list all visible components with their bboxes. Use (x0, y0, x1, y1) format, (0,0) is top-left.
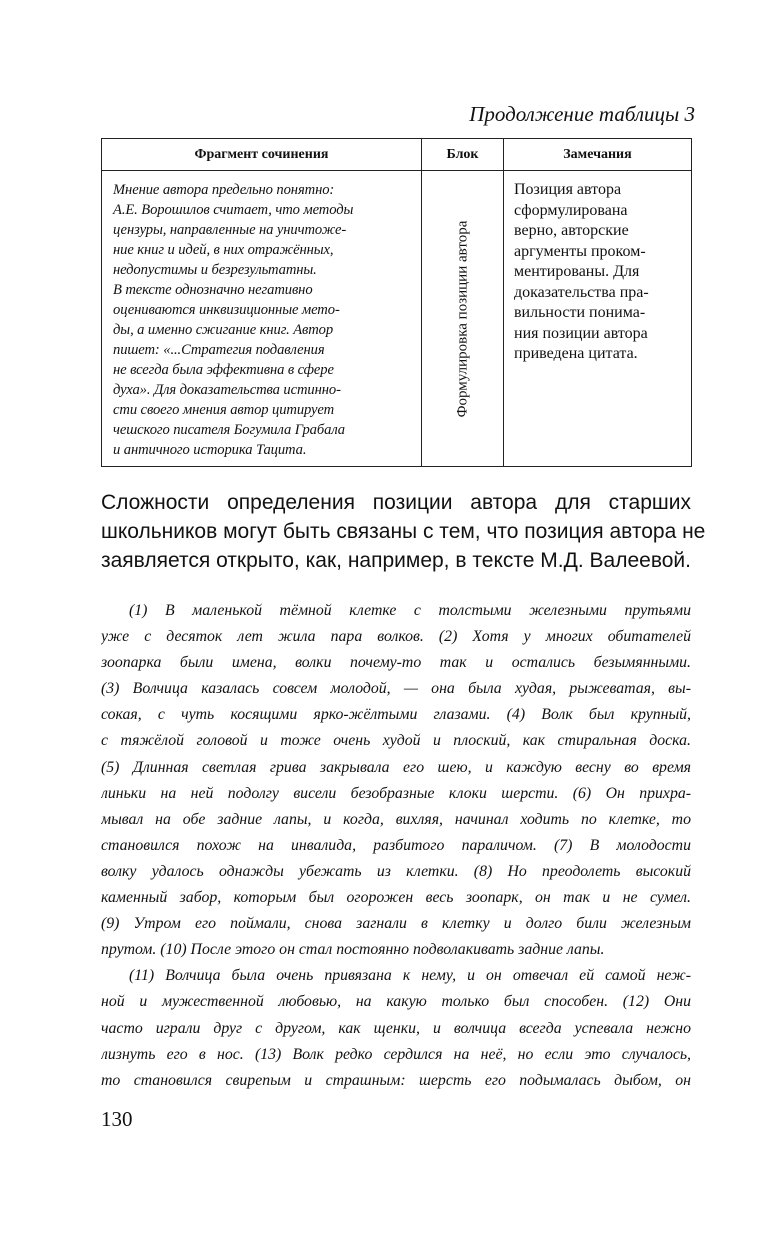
fragment-line: ние книг и идей, в них отражённых, (113, 242, 334, 258)
excerpt-line: мывал на обе задние лапы, и когда, вихляя, начинал ходить по клетке, то (101, 810, 691, 828)
remark-line: вильности понима- (514, 304, 646, 321)
table-header-row (102, 139, 692, 171)
remark-line: доказательства пра- (514, 283, 649, 301)
paragraph-line: школьников могут быть связаны с тем, что позиция автора не (101, 520, 706, 543)
fragment-cell (102, 171, 422, 467)
fragment-line: оцениваются инквизиционные мето- (113, 302, 340, 318)
fragment-line: духа». Для доказательства истинно- (113, 382, 341, 398)
excerpt-line: (11) Волчица была очень привязана к нему, и он отвечал ей самой неж- (129, 967, 691, 985)
header-fragment: Фрагмент сочинения (102, 139, 422, 171)
excerpt-line: становился похож на инвалида, разбитого параличом. (7) В молодости (101, 836, 691, 854)
remark-line: приведена цитата. (514, 345, 638, 362)
excerpt-line: (5) Длинная светлая грива закрывала его шею, и каждую весну во время (101, 758, 691, 776)
block-cell (422, 171, 504, 467)
fragment-line: и античного историка Тацита. (113, 442, 307, 458)
fragment-line: А.Е. Ворошилов считает, что методы (113, 202, 354, 218)
fragment-line: пишет: «...Стратегия подавления (113, 342, 325, 358)
excerpt-line: зоопарка были имена, волки почему-то так и остались безымянными. (101, 654, 691, 672)
remark-line: верно, авторские (514, 222, 629, 239)
fragment-line: сти своего мнения автор цитирует (113, 402, 335, 418)
remark-line: ментированы. Для (514, 263, 640, 280)
remark-line: сформулирована (514, 201, 628, 219)
fragment-line: недопустимы и безрезультатны. (113, 262, 317, 278)
excerpt-line: (1) В маленькой тёмной клетке с толстыми железными прутьями (129, 602, 691, 619)
block-label: Формулировка позиции автора (454, 220, 470, 417)
table-caption: Продолжение таблицы 3 (469, 102, 695, 126)
excerpt-line: (3) Волчица казалась совсем молодой, — она была худая, рыжеватая, вы- (101, 680, 691, 698)
excerpt-line: линьки на ней подолгу висели безобразные клоки шерсти. (6) Он прихра- (101, 784, 691, 802)
excerpt-line: то становился свирепым и страшным: шерсть его подымалась дыбом, он (101, 1071, 691, 1089)
table-row (102, 171, 692, 467)
essay-table (101, 138, 692, 467)
header-block: Блок (422, 139, 504, 171)
fragment-line: цензуры, направленные на уничтоже- (113, 222, 347, 238)
remark-line: Позиция автора (514, 181, 622, 198)
fragment-line: не всегда была эффективна в сфере (113, 362, 334, 378)
body-paragraph (101, 488, 706, 575)
excerpt-line: уже с десяток лет жила пара волков. (2) Хотя у многих обитателей (101, 628, 691, 646)
excerpt-line: сокая, с чуть косящими ярко-жёлтыми глазами. (4) Волк был крупный, (101, 706, 691, 724)
excerpt-line: волку удалось однажды убежать из клетки. (8) Но преодолеть высокий (101, 862, 691, 880)
fragment-line: В тексте однозначно негативно (113, 282, 313, 298)
excerpt-line: часто играли друг с другом, как щенки, и волчица всегда успевала нежно (101, 1019, 691, 1037)
remark-line: аргументы проком- (514, 242, 646, 260)
excerpt-line: (9) Утром его поймали, снова загнали в клетку и долго били железным (101, 915, 691, 933)
excerpt-line: лизнуть его в нос. (13) Волк редко сердился на неё, но если это случалось, (101, 1045, 691, 1063)
fragment-line: чешского писателя Богумила Грабала (113, 422, 345, 438)
excerpt-line: прутом. (10) После этого он стал постоянно подволакивать задние лапы. (101, 941, 605, 959)
paragraph-line: заявляется открыто, как, например, в тексте М.Д. Валеевой. (101, 549, 691, 572)
fragment-line: Мнение автора предельно понятно: (113, 182, 335, 198)
remarks-cell (504, 171, 692, 467)
page-number: 130 (101, 1107, 133, 1131)
excerpt-line: ной и мужественной любовью, на какую только был способен. (12) Они (101, 993, 691, 1011)
text-excerpt (101, 598, 691, 1094)
header-remarks: Замечания (504, 139, 692, 171)
remark-line: ния позиции автора (514, 324, 648, 342)
paragraph-line: Сложности определения позиции автора для старших (101, 491, 691, 514)
excerpt-line: каменный забор, которым был огорожен весь зоопарк, он так и не сумел. (101, 889, 691, 907)
fragment-line: ды, а именно сжигание книг. Автор (113, 322, 334, 338)
excerpt-line: с тяжёлой головой и тоже очень худой и плоский, как стиральная доска. (101, 732, 691, 750)
